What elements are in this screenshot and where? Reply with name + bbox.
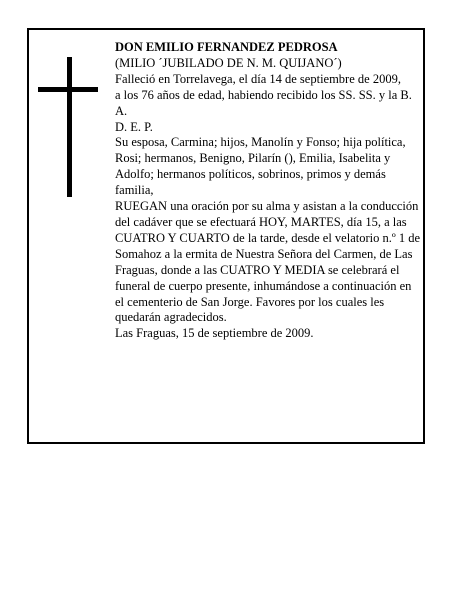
obituary-notice — [27, 28, 425, 444]
rip-line: D. E. P. — [115, 119, 153, 134]
funeral-request: RUEGAN una oración por su alma y asistan a la conducción del cadáver que se efectuará HOY, MARTES, día 15, a las CUATRO Y CUARTO de la tarde, desde el velatorio n.º 1 de Somahoz a la ermita de Nuestra Señora del Carmen, de Las Fraguas, donde a las CUATRO Y MEDIA se celebrará el funeral de cuerpo presente, inhumándose a continuación en el cementerio de San Jorge. Favores por los cuales les quedarán agradecidos. — [115, 199, 421, 325]
death-statement: Falleció en Torrelavega, el día 14 de septiembre de 2009, — [115, 71, 401, 86]
cross-icon-bar — [38, 87, 98, 92]
age-statement: a los 76 años de edad, habiendo recibido los SS. SS. y la B. A. — [115, 87, 412, 118]
family-list: Su esposa, Carmina; hijos, Manolín y Fonso; hija política, Rosi; hermanos, Benigno, Pilarín (), Emilia, Isabelita y Adolfo; hermanos políticos, sobrinos, primos y demás familia, — [115, 135, 406, 198]
place-date: Las Fraguas, 15 de septiembre de 2009. — [115, 326, 314, 341]
deceased-alias: (MILIO ´JUBILADO DE N. M. QUIJANO´) — [115, 55, 342, 70]
notice-body — [115, 40, 421, 342]
deceased-name: DON EMILIO FERNANDEZ PEDROSA — [115, 40, 338, 54]
cross-icon — [67, 57, 72, 197]
